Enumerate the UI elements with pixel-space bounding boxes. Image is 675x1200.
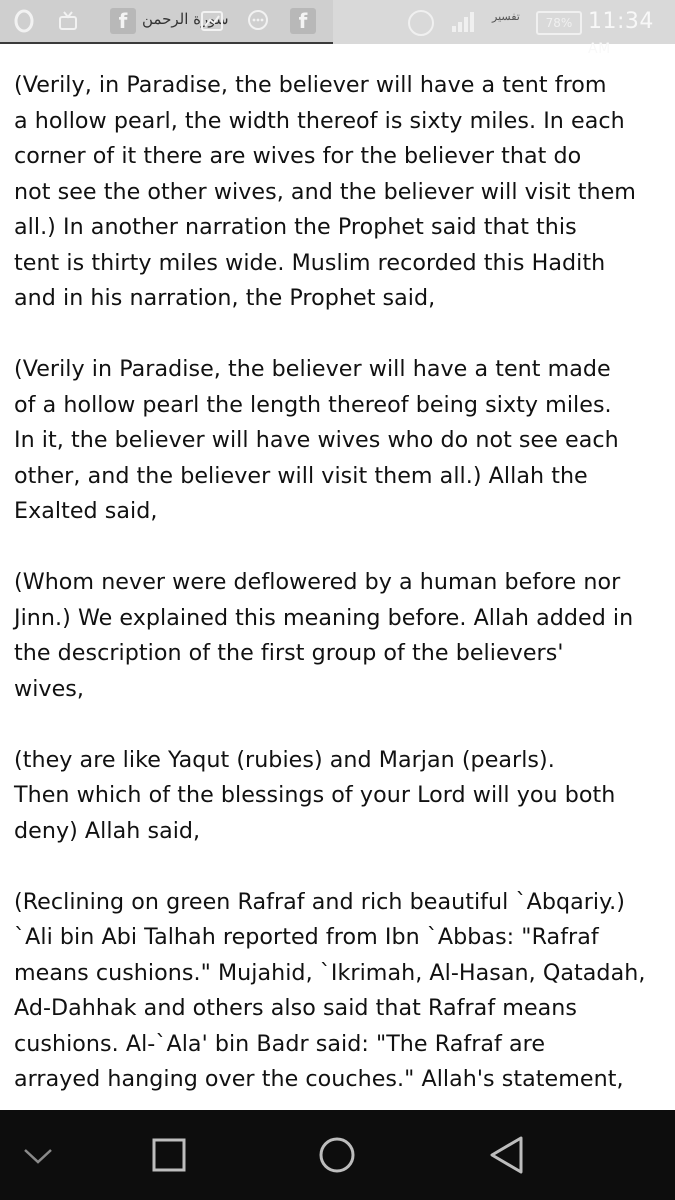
facebook-icon: f	[290, 8, 316, 34]
text-line: wives,	[14, 675, 85, 702]
clock-time: 11:34	[588, 9, 654, 34]
text-line: all.) In another narration the Prophet said that this	[14, 214, 577, 240]
text-line: In it, the believer will have wives who do not see each	[14, 427, 619, 453]
facebook-icon: f	[110, 8, 136, 34]
text-line: cushions. Al-`Ala' bin Badr said: "The Rafraf are	[14, 1030, 546, 1057]
back-triangle-icon	[461, 1110, 551, 1200]
square-icon	[123, 1110, 213, 1200]
paragraph	[14, 352, 664, 530]
text-line: of a hollow pearl the length thereof being sixty miles.	[14, 391, 612, 418]
tafsir-text	[14, 68, 664, 1133]
antenna-icon	[56, 9, 80, 33]
battery-percent: 78%	[545, 16, 573, 30]
text-line: other, and the believer will visit them all.) Allah the	[14, 462, 588, 489]
battery-icon	[536, 11, 582, 35]
collapse-button[interactable]	[0, 1110, 90, 1200]
text-line: (Whom never were deflowered by a human before nor	[14, 569, 621, 595]
text-line: not see the other wives, and the believer will visit them	[14, 178, 636, 205]
paragraph	[14, 885, 664, 1098]
paragraph	[14, 743, 664, 850]
recent-apps-button[interactable]	[123, 1110, 213, 1200]
circle-icon	[292, 1110, 382, 1200]
alarm-icon	[408, 10, 434, 36]
paragraph	[14, 68, 664, 317]
text-line: tent is thirty miles wide. Muslim recorded this Hadith	[14, 249, 606, 276]
status-bar	[0, 0, 675, 57]
home-button[interactable]	[292, 1110, 382, 1200]
back-button[interactable]	[461, 1110, 551, 1200]
text-line: Exalted said,	[14, 498, 158, 524]
text-line: (Verily, in Paradise, the believer will have a tent from	[14, 72, 607, 98]
opera-icon	[12, 9, 36, 33]
signal-icon	[452, 12, 474, 32]
text-line: Then which of the blessings of your Lord will you both	[14, 782, 616, 808]
text-line: and in his narration, the Prophet said,	[14, 285, 436, 311]
system-status	[400, 0, 675, 57]
text-line: means cushions." Mujahid, `Ikrimah, Al-Hasan, Qatadah,	[14, 959, 646, 986]
text-line: arrayed hanging over the couches." Allah's statement,	[14, 1066, 624, 1092]
chevron-down-icon	[0, 1110, 90, 1200]
text-line: Jinn.) We explained this meaning before. Allah added in	[14, 604, 634, 631]
carrier-label: تفسير	[492, 10, 520, 23]
navigation-bar	[0, 1110, 675, 1200]
text-line: `Ali bin Abi Talhah reported from Ibn `Abbas: "Rafraf	[14, 924, 599, 950]
text-line: corner of it there are wives for the believer that do	[14, 143, 582, 169]
text-line: the description of the first group of the believers'	[14, 640, 564, 666]
app-title: سورة الرحمن	[142, 10, 229, 28]
text-line: (they are like Yaqut (rubies) and Marjan (pearls).	[14, 746, 555, 773]
paragraph	[14, 565, 664, 707]
clock-suffix: AM	[588, 41, 611, 57]
text-line: a hollow pearl, the width thereof is sixty miles. In each	[14, 107, 625, 134]
text-line: (Verily in Paradise, the believer will have a tent made	[14, 356, 611, 382]
chat-icon	[246, 9, 270, 33]
notification-area	[0, 0, 333, 44]
text-line: deny) Allah said,	[14, 817, 201, 844]
chart-icon	[200, 9, 224, 33]
text-line: (Reclining on green Rafraf and rich beautiful `Abqariy.)	[14, 888, 625, 915]
clock	[588, 9, 675, 59]
text-line: Ad-Dahhak and others also said that Rafraf means	[14, 995, 578, 1021]
